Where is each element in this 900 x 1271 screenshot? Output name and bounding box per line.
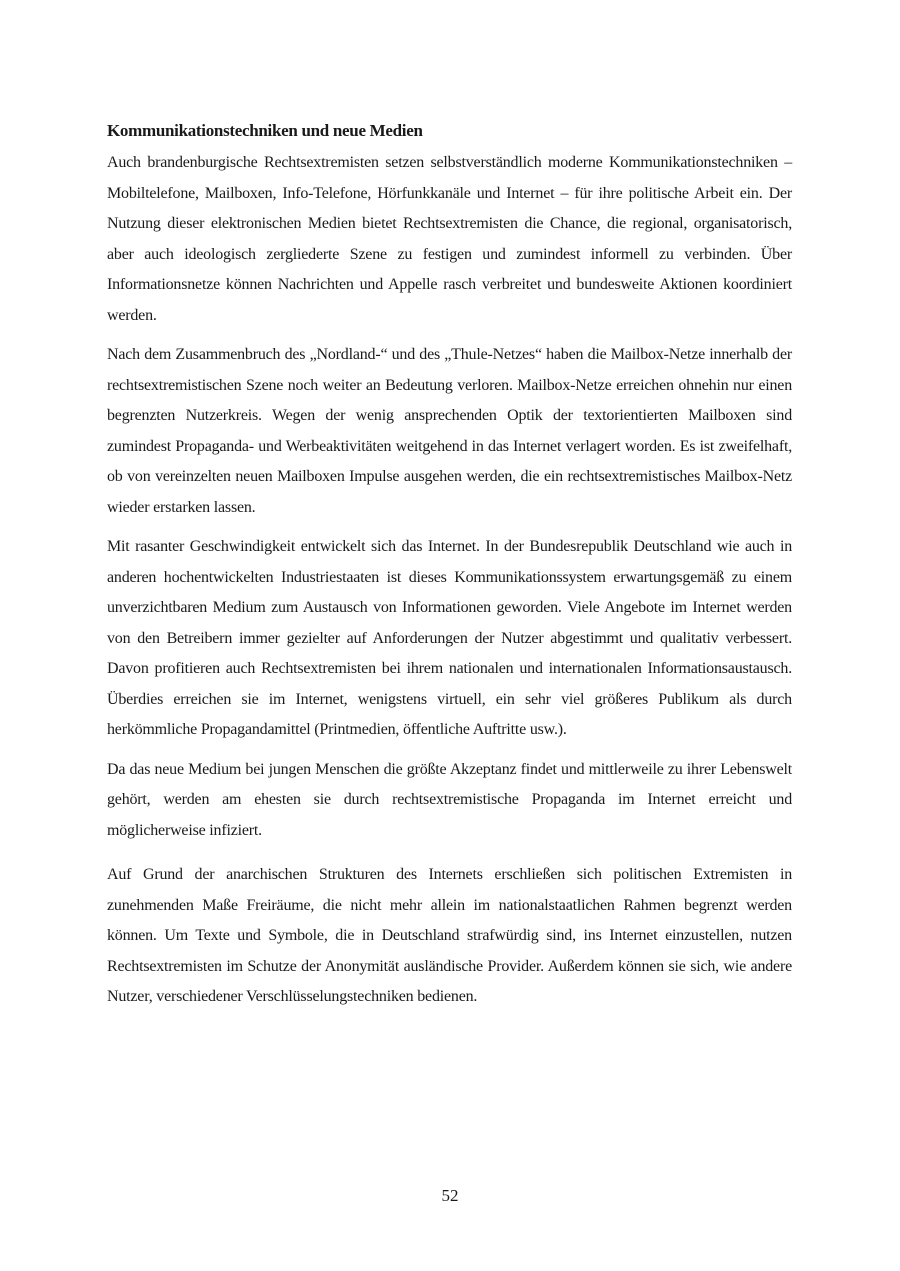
- paragraph-5: Auf Grund der anarchischen Strukturen des Internets erschließen sich politischen Extremisten in zunehmenden Maße Freiräume, die nicht mehr allein im nationalstaatlichen Rahmen begrenzt werden können. Um Texte und Symbole, die in Deutschland strafwürdig sind, ins Internet einzustellen, nutzen Rechtsextremisten im Schutze der Anonymität ausländische Provider. Außerdem können sie sich, wie andere Nutzer, verschiedener Verschlüsselungstechniken bedienen.: [107, 866, 792, 1005]
- paragraph-4: Da das neue Medium bei jungen Menschen die größte Akzeptanz findet und mittlerweile zu ihrer Lebenswelt gehört, werden am ehesten sie durch rechtsextremistische Propaganda im Internet erreicht und möglicherweise infiziert.: [107, 760, 792, 839]
- section-heading: Kommunikationstechniken und neue Medien: [107, 121, 423, 140]
- paragraph-2: Nach dem Zusammenbruch des „Nordland-“ und des „Thule-Netzes“ haben die Mailbox-Netze innerhalb der rechtsextremistischen Szene noch weiter an Bedeutung verloren. Mailbox-Netze erreichen ohnehin nur einen begrenzten Nutzerkreis. Wegen der wenig ansprechenden Optik der textorientierten Mailboxen sind zumindest Propaganda- und Werbeaktivitäten weitgehend in das Internet verlagert worden. Es ist zweifelhaft, ob von vereinzelten neuen Mailboxen Impulse ausgehen werden, die ein rechtsextremistisches Mailbox-Netz wieder erstarken lassen.: [107, 346, 792, 516]
- page-number: 52: [441, 1186, 459, 1205]
- paragraph-1: Auch brandenburgische Rechtsextremisten setzen selbstverständlich moderne Kommunikationstechniken – Mobiltelefone, Mailboxen, Info-Telefone, Hörfunkkanäle und Internet – für ihre politische Arbeit ein. Der Nutzung dieser elektronischen Medien bietet Rechtsextremisten die Chance, die regional, organisatorisch, aber auch ideologisch zergliederte Szene zu festigen und zumindest informell zu verbinden. Über Informationsnetze können Nachrichten und Appelle rasch verbreitet und bundesweite Aktionen koordiniert werden.: [107, 154, 792, 324]
- paragraph-3: Mit rasanter Geschwindigkeit entwickelt sich das Internet. In der Bundesrepublik Deutschland wie auch in anderen hochentwickelten Industriestaaten ist dieses Kommunikationssystem erwartungsgemäß zu einem unverzichtbaren Medium zum Austausch von Informationen geworden. Viele Angebote im Internet werden von den Betreibern immer gezielter auf Anforderungen der Nutzer abgestimmt und qualitativ verbessert. Davon profitieren auch Rechtsextremisten bei ihrem nationalen und internationalen Informationsaustausch. Überdies erreichen sie im Internet, wenigstens virtuell, ein sehr viel größeres Publikum als durch herkömmliche Propagandamittel (Printmedien, öffentliche Auftritte usw.).: [107, 538, 792, 738]
- page-body: [107, 120, 792, 1022]
